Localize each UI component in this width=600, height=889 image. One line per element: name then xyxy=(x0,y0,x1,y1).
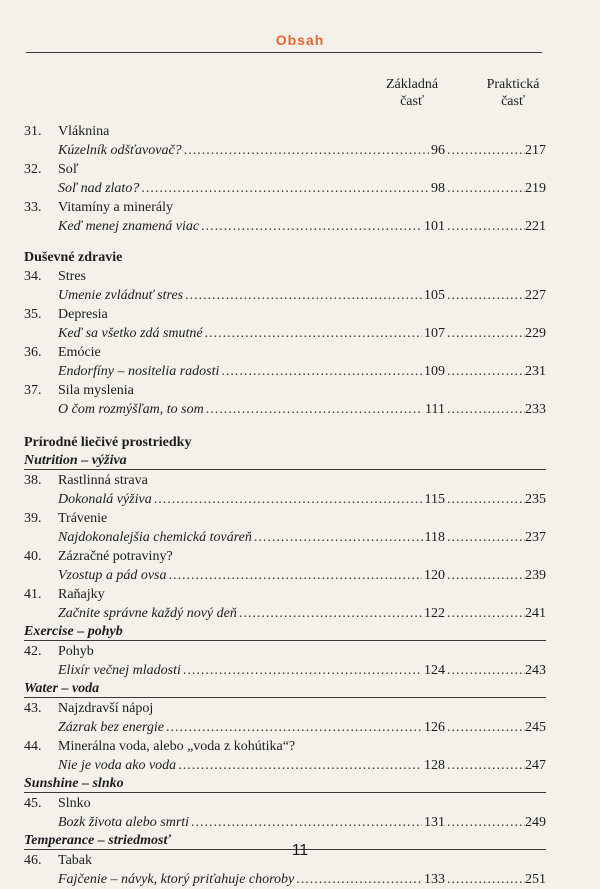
chapter-title: Minerálna voda, alebo „voda z kohútika“? xyxy=(58,739,296,754)
chapter-subtitle: Umenie zvládnuť stres xyxy=(58,288,184,303)
dot-leader xyxy=(447,756,525,775)
toc-entry-subtitle-row xyxy=(24,718,546,737)
page-basic: 101 xyxy=(424,219,445,234)
entry-group-b xyxy=(24,267,546,419)
toc-entry-title-row xyxy=(24,305,546,324)
dot-leader xyxy=(447,718,525,737)
chapter-number: 31. xyxy=(24,124,42,139)
chapter-title: Vitamíny a minerály xyxy=(58,200,174,215)
toc-entry-title-row xyxy=(24,737,546,756)
column-header-practical-line2: časť xyxy=(501,94,525,109)
page-basic: 109 xyxy=(424,364,445,379)
dot-leader xyxy=(239,604,422,623)
chapter-number: 46. xyxy=(24,853,42,868)
entry-group-c xyxy=(24,471,546,623)
entry-group-e xyxy=(24,699,546,775)
toc-entry-title-row xyxy=(24,794,546,813)
dot-leader xyxy=(201,217,422,236)
column-header-basic-line1: Základná xyxy=(385,77,439,92)
chapter-subtitle: Elixír večnej mladosti xyxy=(58,663,181,678)
chapter-title: Stres xyxy=(58,269,86,284)
toc-entry-subtitle-row xyxy=(24,362,546,381)
toc-entry-title-row xyxy=(24,122,546,141)
toc-entry-subtitle-row xyxy=(24,217,546,236)
page-basic: 128 xyxy=(424,758,445,773)
page-practical: 235 xyxy=(525,492,546,507)
chapter-title: Tabak xyxy=(58,853,93,868)
section-heading-mental-health: Duševné zdravie xyxy=(24,250,123,265)
toc-entry-title-row xyxy=(24,547,546,566)
page-practical: 227 xyxy=(525,288,546,303)
toc-entry-subtitle-row xyxy=(24,566,546,585)
table-of-contents xyxy=(24,122,546,889)
page-basic: 105 xyxy=(424,288,445,303)
entry-group-f xyxy=(24,794,546,832)
entry-group-d xyxy=(24,642,546,680)
page-number: 11 xyxy=(291,842,309,859)
toc-entry-subtitle-row xyxy=(24,813,546,832)
dot-leader xyxy=(178,756,422,775)
page-basic: 107 xyxy=(424,326,445,341)
dot-leader xyxy=(254,528,423,547)
entry-group-a xyxy=(24,122,546,236)
dot-leader xyxy=(447,400,525,419)
page-practical: 219 xyxy=(525,181,546,196)
chapter-subtitle: Bozk života alebo smrti xyxy=(58,815,190,830)
chapter-number: 40. xyxy=(24,549,42,564)
chapter-title: Depresia xyxy=(58,307,108,322)
chapter-number: 32. xyxy=(24,162,42,177)
chapter-title: Vláknina xyxy=(58,124,110,139)
dot-leader xyxy=(184,141,429,160)
dot-leader xyxy=(191,813,422,832)
toc-entry-title-row xyxy=(24,471,546,490)
dot-leader xyxy=(447,813,525,832)
dot-leader xyxy=(141,179,429,198)
dot-leader xyxy=(154,490,423,509)
page-practical: 221 xyxy=(525,219,546,234)
chapter-subtitle: Dokonalá výživa xyxy=(58,492,152,507)
chapter-subtitle: Fajčenie – návyk, ktorý priťahuje choroby xyxy=(58,872,295,887)
toc-entry-subtitle-row xyxy=(24,661,546,680)
dot-leader xyxy=(447,490,525,509)
chapter-subtitle: Endorfíny – nositelia radosti xyxy=(58,364,220,379)
toc-entry-subtitle-row xyxy=(24,179,546,198)
dot-leader xyxy=(185,286,422,305)
header-rule xyxy=(26,52,542,53)
chapter-title: Trávenie xyxy=(58,511,108,526)
toc-entry-title-row xyxy=(24,343,546,362)
chapter-title: Emócie xyxy=(58,345,101,360)
category-temperance: Temperance – striedmosť xyxy=(24,832,546,850)
toc-entry-title-row xyxy=(24,509,546,528)
chapter-title: Raňajky xyxy=(58,587,105,602)
column-header-practical-line1: Praktická xyxy=(486,77,540,92)
page-basic: 96 xyxy=(431,143,445,158)
dot-leader xyxy=(447,604,525,623)
page-practical: 217 xyxy=(525,143,546,158)
chapter-number: 43. xyxy=(24,701,42,716)
chapter-number: 38. xyxy=(24,473,42,488)
chapter-number: 45. xyxy=(24,796,42,811)
chapter-number: 34. xyxy=(24,269,42,284)
page-basic: 124 xyxy=(424,663,445,678)
category-water: Water – voda xyxy=(24,680,546,698)
page-basic: 111 xyxy=(425,402,445,417)
toc-entry-title-row xyxy=(24,160,546,179)
dot-leader xyxy=(447,362,525,381)
chapter-number: 36. xyxy=(24,345,42,360)
chapter-title: Rastlinná strava xyxy=(58,473,148,488)
toc-entry-title-row xyxy=(24,198,546,217)
chapter-title: Soľ xyxy=(58,162,79,177)
category-nutrition: Nutrition – výživa xyxy=(24,452,546,470)
toc-entry-subtitle-row xyxy=(24,490,546,509)
dot-leader xyxy=(166,718,422,737)
toc-entry-subtitle-row xyxy=(24,141,546,160)
page-practical: 229 xyxy=(525,326,546,341)
page-basic: 133 xyxy=(424,872,445,887)
chapter-subtitle: Kúzelník odšťavovač? xyxy=(58,143,182,158)
page-practical: 241 xyxy=(525,606,546,621)
page-basic: 126 xyxy=(424,720,445,735)
dot-leader xyxy=(221,362,422,381)
page-basic: 120 xyxy=(424,568,445,583)
chapter-subtitle: Keď menej znamená viac xyxy=(58,219,200,234)
page-practical: 243 xyxy=(525,663,546,678)
page-basic: 98 xyxy=(431,181,445,196)
dot-leader xyxy=(447,566,525,585)
toc-entry-title-row xyxy=(24,585,546,604)
page-practical: 237 xyxy=(525,530,546,545)
dot-leader xyxy=(447,286,525,305)
page-practical: 231 xyxy=(525,364,546,379)
page-practical: 251 xyxy=(525,872,546,887)
page-practical: 233 xyxy=(525,402,546,417)
dot-leader xyxy=(447,661,525,680)
dot-leader xyxy=(447,141,525,160)
chapter-subtitle: Nie je voda ako voda xyxy=(58,758,177,773)
chapter-number: 41. xyxy=(24,587,42,602)
toc-entry-subtitle-row xyxy=(24,870,546,889)
chapter-subtitle: Začnite správne každý nový deň xyxy=(58,606,237,621)
page-practical: 245 xyxy=(525,720,546,735)
chapter-title: Pohyb xyxy=(58,644,94,659)
column-header-basic xyxy=(372,76,452,110)
dot-leader xyxy=(447,179,525,198)
section-heading-natural-remedies: Prírodné liečivé prostriedky xyxy=(24,435,192,450)
dot-leader xyxy=(447,324,525,343)
toc-entry-subtitle-row xyxy=(24,528,546,547)
chapter-number: 42. xyxy=(24,644,42,659)
category-sunshine: Sunshine – slnko xyxy=(24,775,546,793)
chapter-subtitle: Keď sa všetko zdá smutné xyxy=(58,326,203,341)
chapter-number: 44. xyxy=(24,739,42,754)
column-header-basic-line2: časť xyxy=(400,94,424,109)
dot-leader xyxy=(205,324,422,343)
category-exercise: Exercise – pohyb xyxy=(24,623,546,641)
toc-entry-subtitle-row xyxy=(24,604,546,623)
page-practical: 247 xyxy=(525,758,546,773)
dot-leader xyxy=(447,528,525,547)
chapter-number: 39. xyxy=(24,511,42,526)
toc-entry-subtitle-row xyxy=(24,400,546,419)
toc-entry-subtitle-row xyxy=(24,324,546,343)
column-header-practical xyxy=(473,76,553,110)
chapter-number: 33. xyxy=(24,200,42,215)
dot-leader xyxy=(296,870,422,889)
chapter-subtitle: Vzostup a pád ovsa xyxy=(58,568,167,583)
chapter-title: Najzdravší nápoj xyxy=(58,701,154,716)
chapter-title: Sila myslenia xyxy=(58,383,134,398)
chapter-title: Slnko xyxy=(58,796,91,811)
toc-entry-title-row xyxy=(24,381,546,400)
dot-leader xyxy=(447,870,525,889)
chapter-subtitle: Najdokonalejšia chemická továreň xyxy=(58,530,252,545)
dot-leader xyxy=(169,566,423,585)
chapter-number: 37. xyxy=(24,383,42,398)
page-practical: 239 xyxy=(525,568,546,583)
dot-leader xyxy=(206,400,423,419)
chapter-title: Zázračné potraviny? xyxy=(58,549,173,564)
dot-leader xyxy=(183,661,422,680)
page-basic: 118 xyxy=(424,530,445,545)
page-basic: 122 xyxy=(424,606,445,621)
page-basic: 131 xyxy=(424,815,445,830)
dot-leader xyxy=(447,217,525,236)
chapter-subtitle: O čom rozmýšľam, to som xyxy=(58,402,204,417)
toc-entry-title-row xyxy=(24,267,546,286)
chapter-subtitle: Zázrak bez energie xyxy=(58,720,165,735)
page-basic: 115 xyxy=(424,492,445,507)
chapter-number: 35. xyxy=(24,307,42,322)
toc-entry-title-row xyxy=(24,699,546,718)
toc-entry-title-row xyxy=(24,642,546,661)
chapter-subtitle: Soľ nad zlato? xyxy=(58,181,140,196)
page-practical: 249 xyxy=(525,815,546,830)
toc-entry-subtitle-row xyxy=(24,756,546,775)
page-header-title: Obsah xyxy=(275,32,325,48)
toc-entry-subtitle-row xyxy=(24,286,546,305)
